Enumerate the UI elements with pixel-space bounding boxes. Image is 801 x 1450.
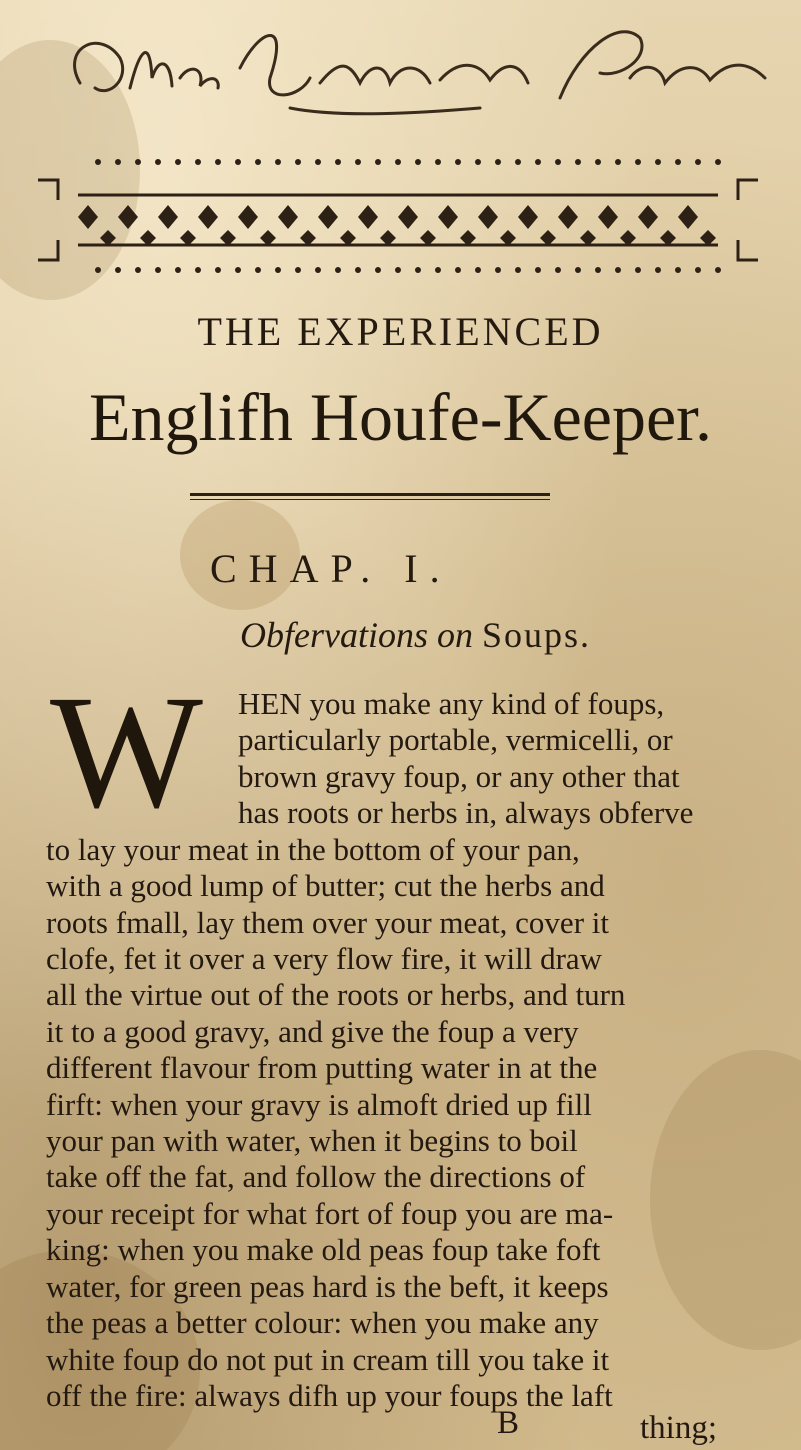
body-line: all the virtue out of the roots or herbs, and turn <box>46 977 626 1012</box>
drop-cap: W <box>50 663 203 842</box>
title-rule <box>190 493 550 496</box>
title-rule-thin <box>190 499 550 500</box>
body-line: to lay your meat in the bottom of your pan, <box>46 832 580 867</box>
subtitle-middle: on <box>436 615 473 655</box>
body-line: with a good lump of butter; cut the herbs and <box>46 868 605 903</box>
body-line: roots fmall, lay them over your meat, cover it <box>46 905 609 940</box>
body-line: brown gravy foup, or any other that <box>238 759 680 794</box>
body-line: different flavour from putting water in at the <box>46 1050 598 1085</box>
body-line: take off the fat, and follow the directions of <box>46 1159 586 1194</box>
body-line: clofe, fet it over a very flow fire, it will draw <box>46 941 603 976</box>
body-line: off the fire: always difh up your foups the laft <box>46 1378 613 1413</box>
chapter-heading: CHAP. I. <box>210 546 452 591</box>
printers-ornament <box>18 150 778 290</box>
catchword: thing; <box>640 1410 718 1446</box>
body-line: white foup do not put in cream till you take it <box>46 1342 610 1377</box>
body-line: firft: when your gravy is almoft dried up fill <box>46 1087 592 1122</box>
handwritten-signature <box>40 8 780 128</box>
body-line: king: when you make old peas foup take foft <box>46 1232 601 1267</box>
heading-line-1: THE EXPERIENCED <box>197 309 604 354</box>
body-line: it to a good gravy, and give the foup a very <box>46 1014 579 1049</box>
body-line: your pan with water, when it begins to boil <box>46 1123 578 1158</box>
body-line: water, for green peas hard is the beft, it keeps <box>46 1269 609 1304</box>
body-line: the peas a better colour: when you make any <box>46 1305 599 1340</box>
signature-mark: B <box>497 1405 520 1441</box>
body-line: particularly portable, vermicelli, or <box>238 722 673 757</box>
section-subtitle <box>240 614 591 656</box>
subtitle-smallcaps: Soups. <box>481 615 592 655</box>
body-line: your receipt for what fort of foup you are ma- <box>46 1196 614 1231</box>
body-line: HEN you make any kind of foups, <box>238 686 665 721</box>
subtitle-italic: Obfervations <box>240 615 428 655</box>
body-line: has roots or herbs in, always obferve <box>238 795 694 830</box>
paper-stain <box>650 1050 801 1350</box>
heading-line-2: Englifh Houfe-Keeper. <box>88 379 713 455</box>
